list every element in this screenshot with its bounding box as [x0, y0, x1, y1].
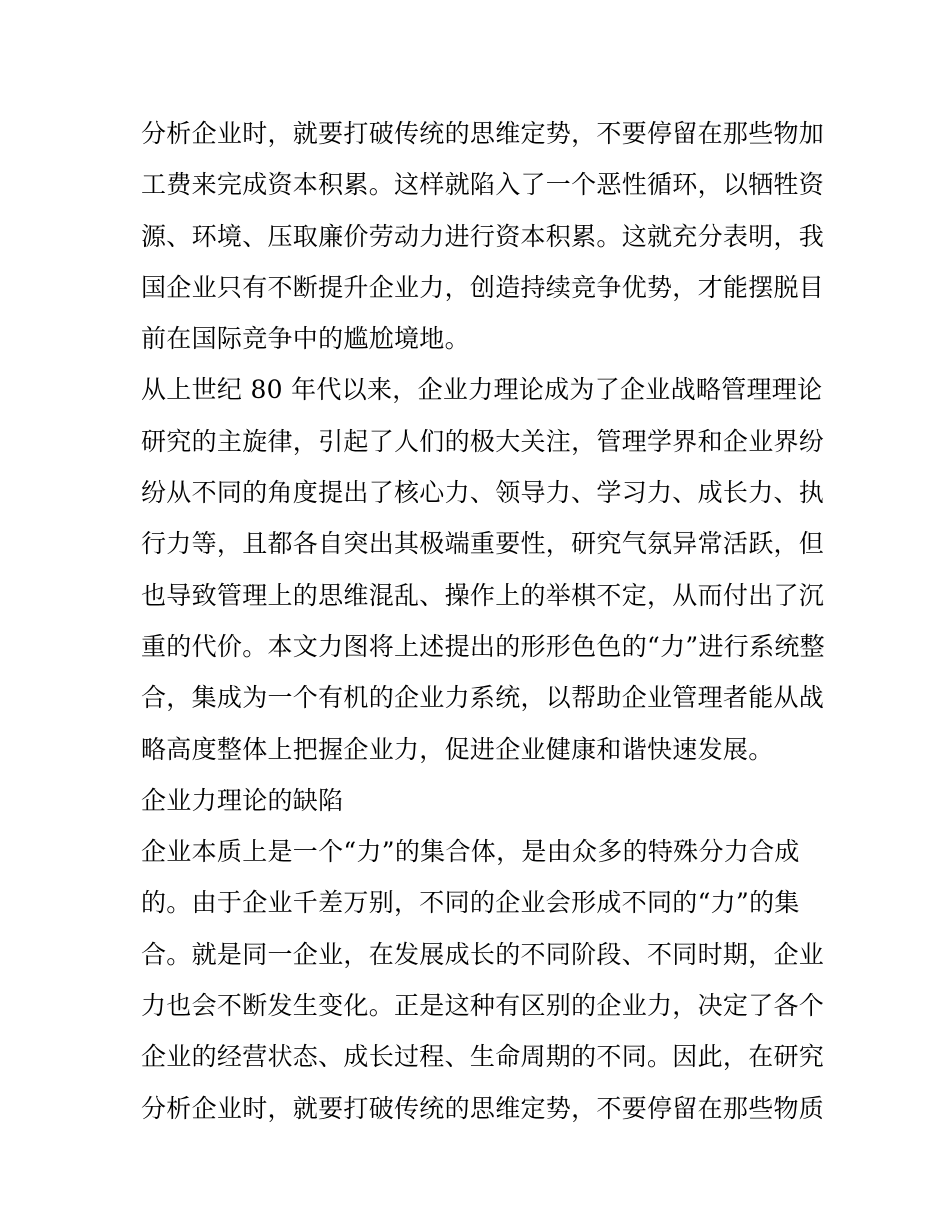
text-line-19: 企业的经营状态、成长过程、生命周期的不同。因此，在研究 — [141, 1042, 825, 1072]
text-line-17: 合。就是同一企业，在发展成长的不同阶段、不同时期，企业 — [141, 939, 825, 969]
text-line-12: 合，集成为一个有机的企业力系统，以帮助企业管理者能从战 — [141, 683, 825, 713]
text-line-3: 源、环境、压取廉价劳动力进行资本积累。这就充分表明，我 — [141, 221, 825, 251]
body-text — [141, 108, 841, 1134]
text-line-9: 行力等，且都各自突出其极端重要性，研究气氛异常活跃，但 — [141, 529, 825, 559]
text-line-11: 重的代价。本文力图将上述提出的形形色色的“力”进行系统整 — [141, 631, 825, 661]
text-line-5: 前在国际竞争中的尴尬境地。 — [141, 324, 470, 354]
text-line-13: 略高度整体上把握企业力，促进企业健康和谐快速发展。 — [141, 734, 774, 764]
text-line-2: 工费来完成资本积累。这样就陷入了一个恶性循环，以牺牲资 — [141, 170, 825, 200]
text-line-6: 从上世纪 80 年代以来，企业力理论成为了企业战略管理理论 — [141, 375, 823, 405]
text-line-10: 也导致管理上的思维混乱、操作上的举棋不定，从而付出了沉 — [141, 580, 825, 610]
text-line-20: 分析企业时，就要打破传统的思维定势，不要停留在那些物质 — [141, 1093, 825, 1123]
text-line-16: 的。由于企业千差万别，不同的企业会形成不同的“力”的集 — [141, 888, 800, 918]
section-heading: 企业力理论的缺陷 — [141, 785, 344, 815]
text-line-7: 研究的主旋律，引起了人们的极大关注，管理学界和企业界纷 — [141, 426, 825, 456]
text-line-8: 纷从不同的角度提出了核心力、领导力、学习力、成长力、执 — [141, 478, 825, 508]
text-line-4: 国企业只有不断提升企业力，创造持续竞争优势，才能摆脱目 — [141, 272, 825, 302]
text-line-1: 分析企业时，就要打破传统的思维定势，不要停留在那些物加 — [141, 119, 825, 148]
text-line-15: 企业本质上是一个“力”的集合体，是由众多的特殊分力合成 — [141, 837, 800, 867]
text-line-18: 力也会不断发生变化。正是这种有区别的企业力，决定了各个 — [141, 991, 825, 1021]
